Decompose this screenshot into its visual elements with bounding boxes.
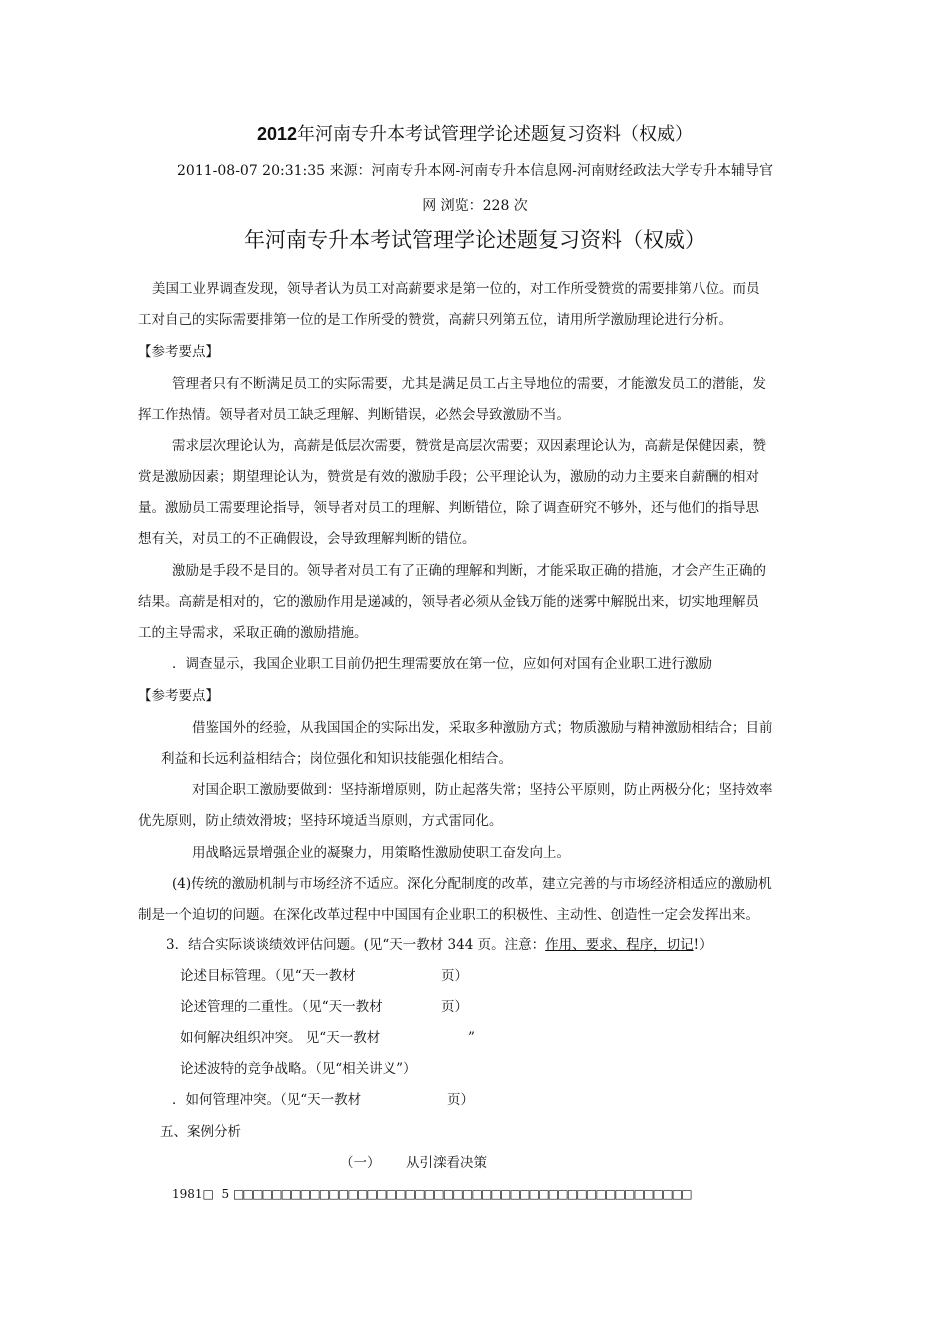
paragraph-3-line-3: 工的主导需求，采取正确的激励措施。 [138, 625, 368, 641]
reference-heading-1: 【参考要点】 [138, 344, 219, 360]
article-subtitle: 年河南专升本考试管理学论述题复习资料（权威） [244, 228, 706, 252]
question-3-underlined: 作用、要求、程序，切记 [545, 937, 694, 953]
question-3-end: !） [693, 937, 713, 953]
last-line-box: □ [202, 1187, 214, 1201]
list-item-4: 论述波特的竞争战略。（见“相关讲义”） [180, 1061, 417, 1077]
meta-line-2: 网 浏览：228 次 [422, 198, 528, 214]
paragraph-4-line-1: 借鉴国外的经验，从我国国企的实际出发，采取多种激励方式；物质激励与精神激励相结合；目前 [192, 720, 773, 736]
question-3-text: 3．结合实际谈谈绩效评估问题。(见“天一教材 344 页。注意： [166, 937, 546, 953]
list-item-5-text: ．如何管理冲突。（见“天一教材 [172, 1092, 362, 1108]
meta-line-1: 2011-08-07 20:31:35 来源：河南专升本网-河南专升本信息网-河南财经政法大学专升本辅导官 [177, 163, 773, 179]
list-item-2-text: 论述管理的二重性。（见“天一教材 [180, 999, 383, 1015]
paragraph-2-line-1: 需求层次理论认为，高薪是低层次需要，赞赏是高层次需要；双因素理论认为，高薪是保健因素，赞 [172, 438, 766, 454]
paragraph-4-line-2: 利益和长远利益相结合；岗位强化和知识技能强化相结合。 [161, 751, 512, 767]
case-number: （一） [340, 1155, 381, 1171]
title-year: 2012 [256, 124, 298, 144]
paragraph-2-line-3: 量。激励员工需要理论指导，领导者对员工的理解、判断错位，除了调查研究不够外，还与他们的指导思 [138, 500, 759, 516]
paragraph-1-line-2: 挥工作热情。领导者对员工缺乏理解、判断错误，必然会导致激励不当。 [138, 407, 570, 423]
last-line-boxes: □□□□□□□□□□□□□□□□□□□□□□□□□□□□□□□□□□□□□□□□□□□□□□□□ [233, 1187, 691, 1201]
list-item-1-text: 论述目标管理。（见“天一教材 [180, 968, 356, 984]
paragraph-3-line-2: 结果。高薪是相对的，它的激励作用是递减的，领导者必须从金钱万能的迷雾中解脱出来，切实地理解员 [138, 594, 759, 610]
list-item-1-page: 页） [441, 968, 468, 984]
list-item-2-page: 页） [441, 999, 468, 1015]
reference-heading-2: 【参考要点】 [138, 688, 219, 704]
paragraph-1-line-1: 管理者只有不断满足员工的实际需要，尤其是满足员工占主导地位的需要，才能激发员工的潜能，发 [172, 376, 766, 392]
paragraph-5-line-1: 对国企职工激励要做到：坚持渐增原则，防止起落失常；坚持公平原则，防止两极分化；坚持效率 [192, 782, 773, 798]
paragraph-7-line-1: (4)传统的激励机制与市场经济不适应。深化分配制度的改革，建立完善的与市场经济相适应的激励机 [172, 876, 772, 892]
list-item-3-end: ” [468, 1030, 475, 1046]
case-title: 从引滦看决策 [406, 1155, 487, 1171]
question-1-line-1: 美国工业界调查发现，领导者认为员工对高薪要求是第一位的，对工作所受赞赏的需要排第八位。而员 [152, 281, 760, 297]
paragraph-2-line-2: 赏是激励因素；期望理论认为，赞赏是有效的激励手段；公平理论认为，激励的动力主要来自薪酬的相对 [138, 469, 759, 485]
paragraph-7-line-2: 制是一个迫切的问题。在深化改革过程中中国国有企业职工的积极性、主动性、创造性一定会发挥出来。 [138, 907, 759, 923]
list-item-3-text: 如何解决组织冲突。 见“天一教材 [180, 1030, 381, 1046]
question-2: ．调查显示，我国企业职工目前仍把生理需要放在第一位，应如何对国有企业职工进行激励 [172, 656, 712, 672]
question-1-line-2: 工对自己的实际需要排第一位的是工作所受的赞赏，高薪只列第五位，请用所学激励理论进行分析。 [138, 312, 732, 328]
last-line [172, 1184, 691, 1204]
last-line-number: 5 [221, 1187, 230, 1201]
paragraph-6: 用战略远景增强企业的凝聚力，用策略性激励使职工奋发向上。 [192, 845, 570, 861]
section-heading-5: 五、案例分析 [160, 1124, 241, 1140]
paragraph-2-line-4: 想有关，对员工的不正确假设，会导致理解判断的错位。 [138, 531, 476, 547]
last-line-year: 1981 [172, 1187, 203, 1201]
paragraph-3-line-1: 激励是手段不是目的。领导者对员工有了正确的理解和判断，才能采取正确的措施，才会产生正确的 [172, 563, 766, 579]
paragraph-5-line-2: 优先原则，防止绩效滑坡；坚持环境适当原则，方式雷同化。 [138, 813, 503, 829]
list-item-5-page: 页） [447, 1092, 474, 1108]
question-3 [166, 935, 713, 955]
title-text: 年河南专升本考试管理学论述题复习资料（权威） [297, 124, 694, 145]
document-title [0, 122, 950, 147]
